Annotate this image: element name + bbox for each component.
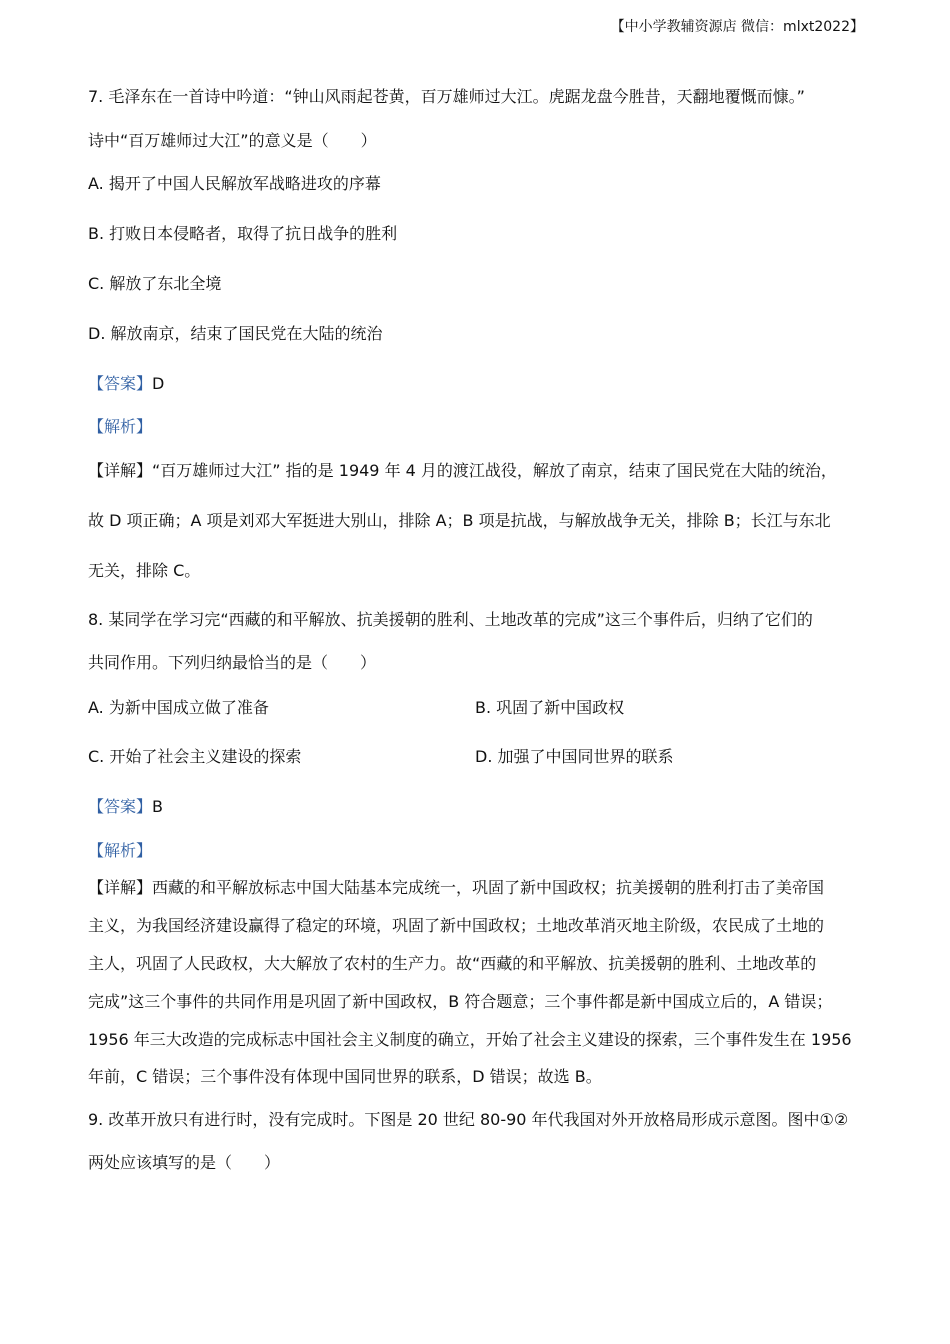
q8-detail-line-2: 主义，为我国经济建设赢得了稳定的环境，巩固了新中国政权；土地改革消灭地主阶级，农民成了土地的 <box>88 916 825 935</box>
q7-detail-line-1 <box>88 460 837 482</box>
q7-answer-label: 【答案】 <box>88 374 153 393</box>
q8-detail-line-5: 1956 年三大改造的完成标志中国社会主义制度的确立，开始了社会主义建设的探索，三个事件发生在 1956 <box>88 1030 852 1049</box>
q8-detail-line-3: 主人，巩固了人民政权，大大解放了农村的生产力。故“西藏的和平解放、抗美援朝的胜利、土地改革的 <box>88 954 817 973</box>
q7-detail-text-1: “百万雄师过大江” 指的是 1949 年 4 月的渡江战役，解放了南京，结束了国民党在大陆的统治， <box>152 461 837 480</box>
q8-detail-line-4: 完成”这三个事件的共同作用是巩固了新中国政权，B 符合题意；三个事件都是新中国成立后的，A 错误； <box>88 992 833 1011</box>
q7-stem-line-1: 7. 毛泽东在一首诗中吟道：“钟山风雨起苍黄，百万雄师过大江。虎踞龙盘今胜昔，天翻地覆慨而慷。” <box>88 87 805 106</box>
q7-detail-line-3: 无关，排除 C。 <box>88 561 201 580</box>
q8-analysis-label: 【解析】 <box>88 841 153 860</box>
q8-option-a: A. 为新中国成立做了准备 <box>88 698 269 717</box>
q7-detail-label: 【详解】 <box>88 461 153 480</box>
q7-option-b: B. 打败日本侵略者，取得了抗日战争的胜利 <box>88 224 398 243</box>
q7-stem-line-2: 诗中“百万雄师过大江”的意义是（ ） <box>88 131 377 150</box>
q7-analysis-label: 【解析】 <box>88 417 153 436</box>
page-header: 【中小学教辅资源店 微信：mlxt2022】 <box>610 19 864 35</box>
q8-answer-value: B <box>152 797 163 816</box>
q7-detail-line-2: 故 D 项正确；A 项是刘邓大军挺进大别山，排除 A；B 项是抗战，与解放战争无关，排除 B；长江与东北 <box>88 511 831 530</box>
q8-detail-line-1 <box>88 877 824 899</box>
q8-option-b: B. 巩固了新中国政权 <box>475 698 625 717</box>
q7-answer-value: D <box>152 374 165 393</box>
q8-stem-line-2: 共同作用。下列归纳最恰当的是（ ） <box>88 653 377 672</box>
q8-detail-line-6: 年前，C 错误；三个事件没有体现中国同世界的联系，D 错误；故选 B。 <box>88 1067 602 1086</box>
q8-option-c: C. 开始了社会主义建设的探索 <box>88 747 302 766</box>
q8-answer <box>88 796 163 818</box>
q8-option-d: D. 加强了中国同世界的联系 <box>475 747 674 766</box>
q9-stem-line-1: 9. 改革开放只有进行时，没有完成时。下图是 20 世纪 80-90 年代我国对外开放格局形成示意图。图中①② <box>88 1110 849 1129</box>
q8-stem-line-1: 8. 某同学在学习完“西藏的和平解放、抗美援朝的胜利、土地改革的完成”这三个事件后，归纳了它们的 <box>88 610 813 629</box>
q8-detail-text-1: 西藏的和平解放标志中国大陆基本完成统一，巩固了新中国政权；抗美援朝的胜利打击了美帝国 <box>152 878 825 897</box>
q9-stem-line-2: 两处应该填写的是（ ） <box>88 1153 281 1172</box>
q8-detail-label: 【详解】 <box>88 878 153 897</box>
q8-answer-label: 【答案】 <box>88 797 153 816</box>
q7-answer <box>88 373 164 395</box>
q7-option-a: A. 揭开了中国人民解放军战略进攻的序幕 <box>88 174 381 193</box>
q7-option-c: C. 解放了东北全境 <box>88 274 222 293</box>
q7-option-d: D. 解放南京，结束了国民党在大陆的统治 <box>88 324 383 343</box>
